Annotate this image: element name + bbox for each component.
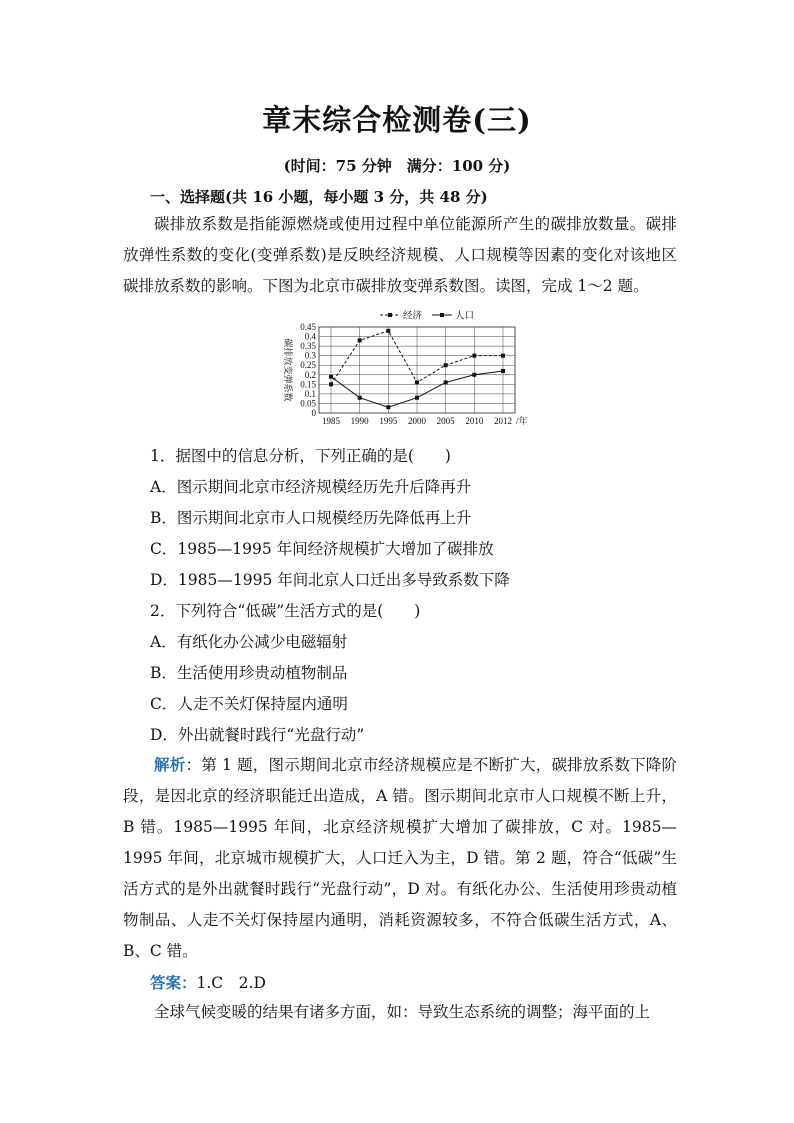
data-point xyxy=(415,380,419,384)
legend-label: 经济 xyxy=(403,311,423,322)
section-heading: 一、选择题(共 16 小题，每小题 3 分，共 48 分) xyxy=(150,188,488,206)
data-point xyxy=(444,380,448,384)
question-2-option-d: D．外出就餐时践行“光盘行动” xyxy=(150,726,365,744)
question-1-option-a: A．图示期间北京市经济规模经历先升后降再升 xyxy=(150,478,472,496)
data-point xyxy=(358,338,362,342)
data-point xyxy=(501,369,505,373)
y-tick-label: 0.45 xyxy=(300,322,316,332)
y-tick-label: 0.4 xyxy=(304,331,316,342)
data-point xyxy=(386,329,390,333)
data-point xyxy=(472,354,476,358)
page-title: 章末综合检测卷(三) xyxy=(262,103,532,137)
question-2-option-a: A．有纸化办公减少电磁辐射 xyxy=(150,633,348,651)
question-2-option-c: C．人走不关灯保持屋内通明 xyxy=(150,695,348,713)
data-point xyxy=(358,396,362,400)
analysis-label: 解析 xyxy=(154,755,186,774)
data-point xyxy=(444,363,448,367)
data-point xyxy=(329,375,333,379)
question-1-option-b: B．图示期间北京市人口规模经历先降低再上升 xyxy=(150,509,472,527)
next-paragraph: 全球气候变暖的结果有诸多方面，如：导致生态系统的调整；海平面的上 xyxy=(154,1003,651,1021)
answer-text: 1.C 2.D xyxy=(196,974,266,992)
y-tick-label: 0.25 xyxy=(300,360,316,371)
analysis-text: 第 1 题，图示期间北京市经济规模应是不断扩大，碳排放系数下降阶段，是因北京的经济职能迁出造成，A 错。图示期间北京市人口规模不断上升，B 错。1985—1995 年间，北京经济规模扩大增加了碳排放，C 对。1985—1995 年间，北京城市规模扩大，人口迁入为主，D 错。第 2 题，符合“低碳”生活方式的是外出就餐时践行“光盘行动”，D 对。有纸化办公、生活使用珍贵动植物制品、人走不关灯保持屋内通明，消耗资源较多，不符合低碳生活方式，A、B、C 错。 xyxy=(123,756,677,960)
x-tick-label: 1985 xyxy=(322,416,340,426)
y-tick-label: 0.3 xyxy=(304,350,316,361)
x-tick-label: 1990 xyxy=(350,416,369,426)
legend-marker xyxy=(440,313,444,317)
exam-time-score: (时间：75 分钟 满分：100 分) xyxy=(283,157,511,175)
analysis-paragraph xyxy=(123,749,677,967)
intro-paragraph: 碳排放系数是指能源燃烧或使用过程中单位能源所产生的碳排放数量。碳排放弹性系数的变化(变弹系数)是反映经济规模、人口规模等因素的变化对该地区碳排放系数的影响。下图为北京市碳排放变弹系数图。读图，完成 1～2 题。 xyxy=(123,215,677,295)
y-tick-label: 0 xyxy=(311,408,316,418)
x-tick-label: 1995 xyxy=(379,416,398,426)
y-tick-label: 0.05 xyxy=(300,398,316,409)
x-tick-label: 2005 xyxy=(436,416,455,426)
data-point xyxy=(501,354,505,358)
y-axis-label: 碳排放变弹系数 xyxy=(283,338,293,402)
y-tick-label: 0.2 xyxy=(304,369,316,380)
x-axis-label: /年 xyxy=(516,416,528,426)
y-tick-label: 0.15 xyxy=(300,379,316,390)
x-tick-label: 2010 xyxy=(465,416,484,426)
carbon-elasticity-chart xyxy=(275,305,545,430)
legend-label: 人口 xyxy=(455,311,475,322)
answer-line xyxy=(150,971,266,993)
question-1-option-d: D．1985—1995 年间北京人口迁出多导致系数下降 xyxy=(150,571,510,589)
data-point xyxy=(415,396,419,400)
question-1-option-c: C．1985—1995 年间经济规模扩大增加了碳排放 xyxy=(150,540,494,558)
legend-marker xyxy=(388,313,392,317)
y-tick-label: 0.1 xyxy=(304,388,316,399)
question-2: 2．下列符合“低碳”生活方式的是( ) xyxy=(150,602,421,620)
data-point xyxy=(329,382,333,386)
question-1: 1．据图中的信息分析，下列正确的是( ) xyxy=(150,447,451,465)
analysis-colon: ： xyxy=(185,756,202,774)
data-point xyxy=(472,373,476,377)
x-tick-label: 2012 xyxy=(494,416,512,426)
y-tick-label: 0.35 xyxy=(300,341,316,352)
question-2-option-b: B．生活使用珍贵动植物制品 xyxy=(150,664,348,682)
data-point xyxy=(386,405,390,409)
x-tick-label: 2000 xyxy=(408,416,426,426)
answer-label: 答案： xyxy=(150,973,197,992)
